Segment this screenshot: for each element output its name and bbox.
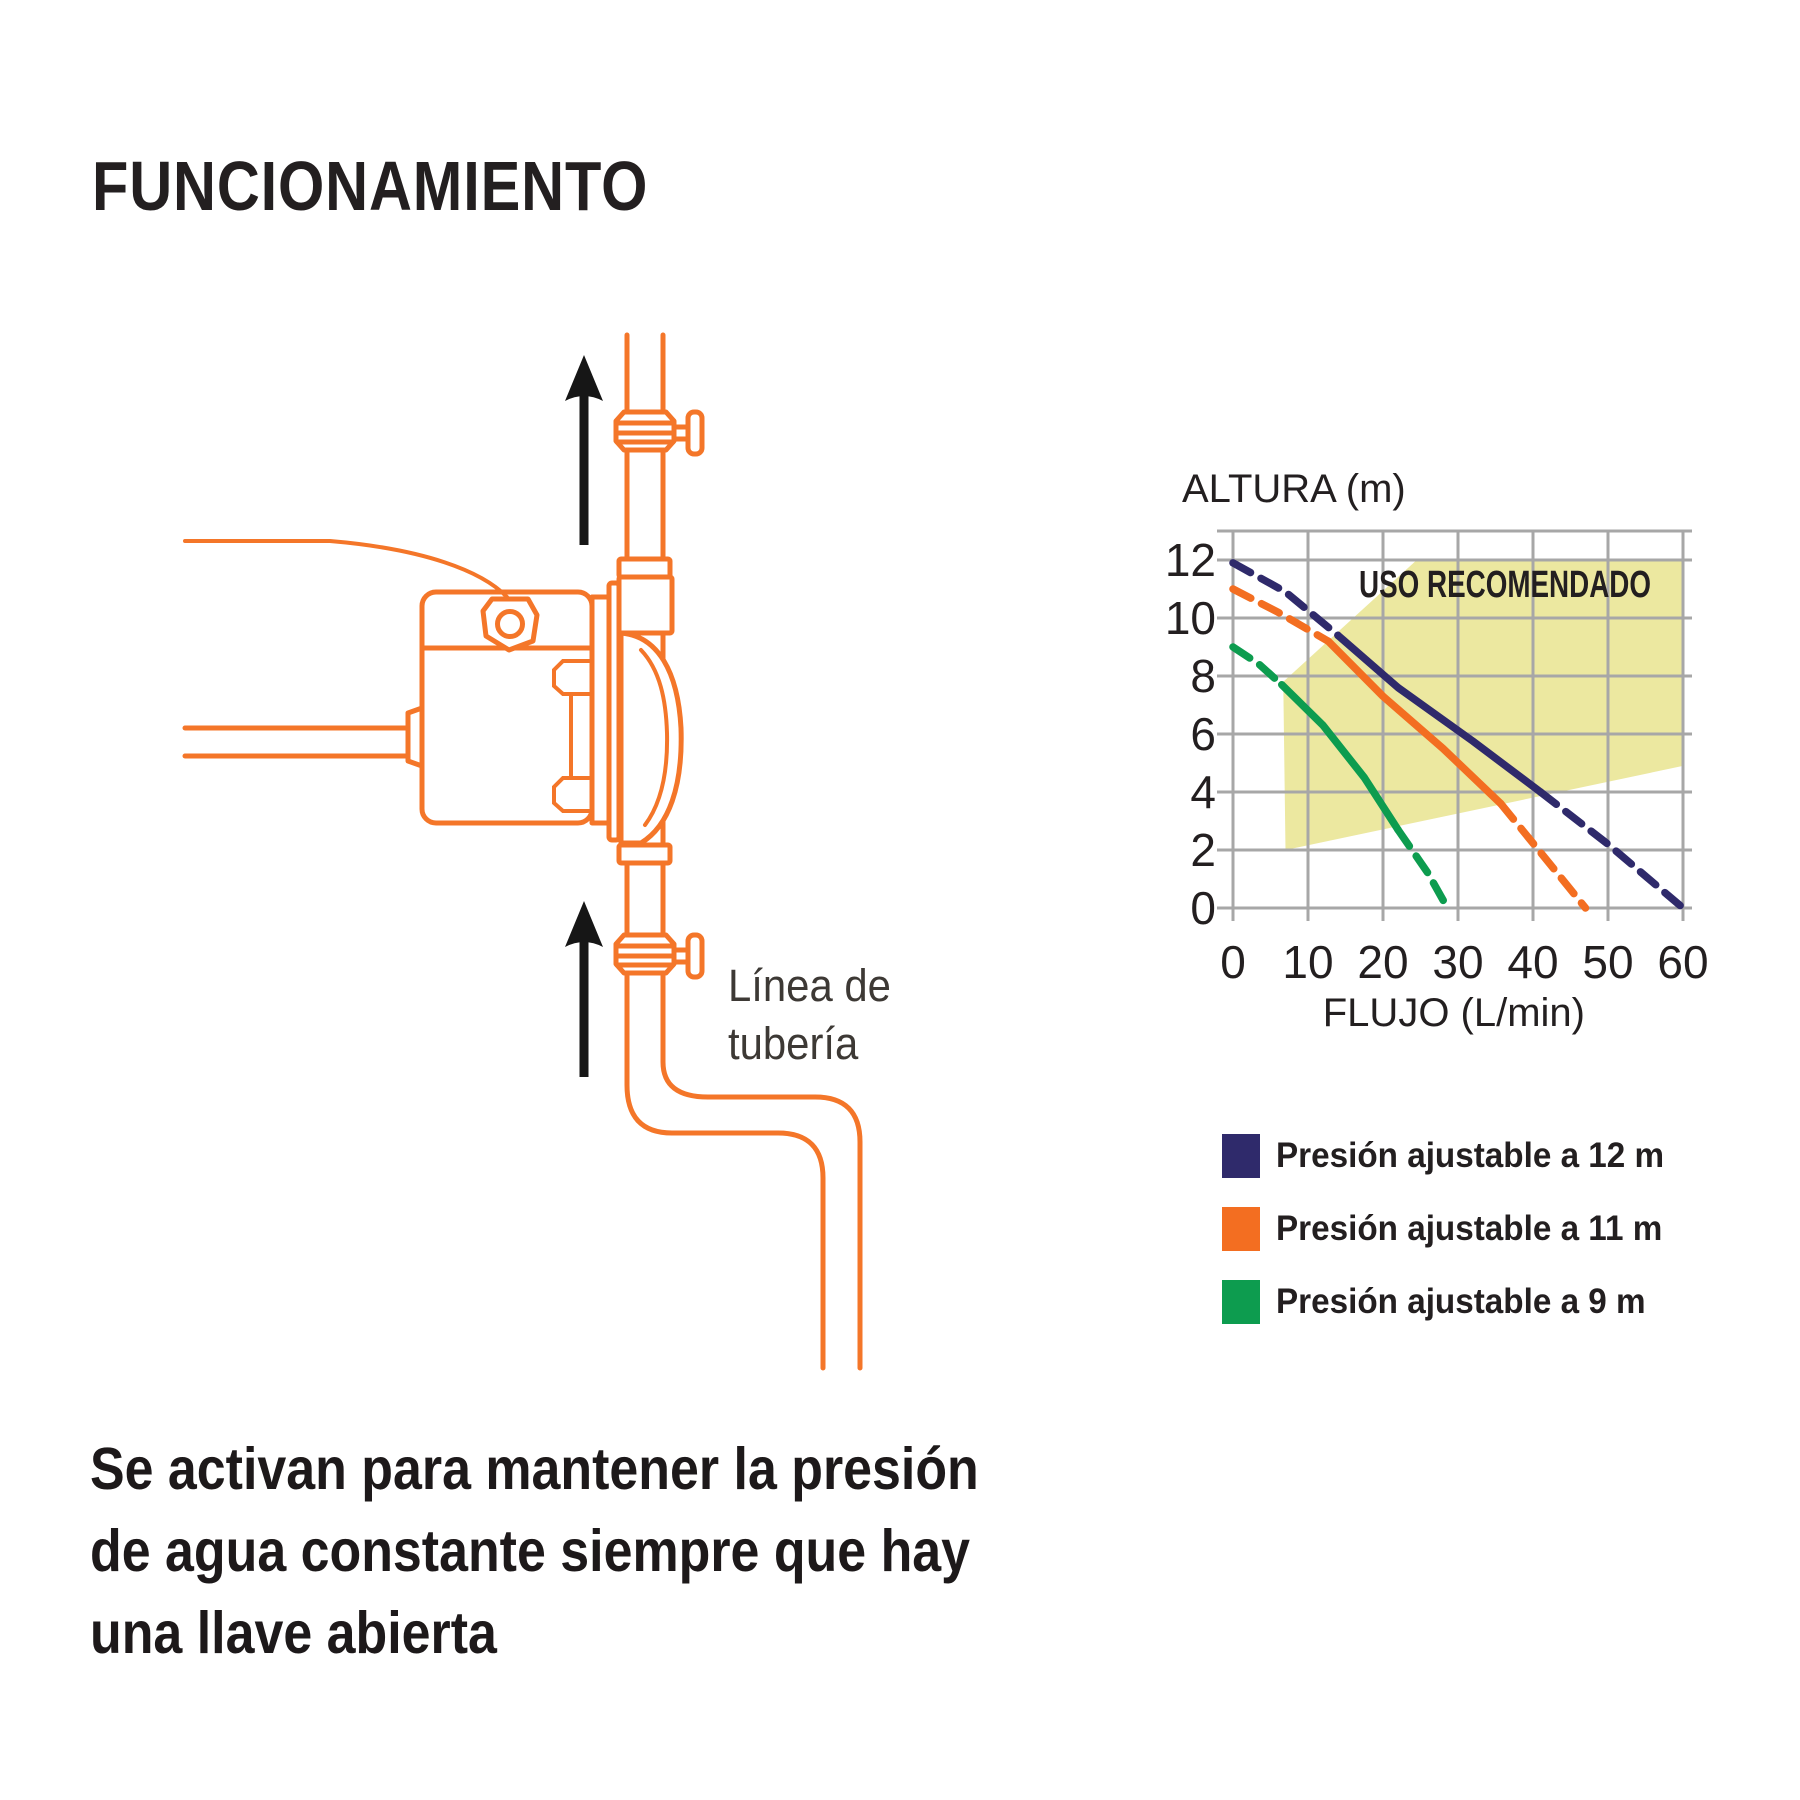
svg-text:20: 20 <box>1357 936 1409 988</box>
svg-text:4: 4 <box>1190 766 1216 818</box>
svg-text:40: 40 <box>1507 936 1559 988</box>
svg-text:0: 0 <box>1190 882 1216 934</box>
legend-swatch-11m <box>1222 1207 1260 1251</box>
legend-item <box>1222 1134 1685 1178</box>
legend-label: Presión ajustable a 12 m <box>1276 1136 1665 1175</box>
svg-text:12: 12 <box>1164 534 1216 586</box>
legend-swatch-9m <box>1222 1280 1260 1324</box>
legend-swatch-12m <box>1222 1134 1260 1178</box>
svg-text:10: 10 <box>1282 936 1334 988</box>
svg-text:60: 60 <box>1657 936 1709 988</box>
svg-text:FLUJO (L/min): FLUJO (L/min) <box>1322 991 1585 1035</box>
pipe-line-label: Línea de tubería <box>728 960 891 1069</box>
chart-legend <box>1222 1134 1685 1353</box>
page-title: FUNCIONAMIENTO <box>92 147 649 225</box>
legend-label: Presión ajustable a 9 m <box>1276 1282 1646 1321</box>
svg-text:6: 6 <box>1190 708 1216 760</box>
caption-text: Se activan para mantener la presión de agua constante siempre que hay una llave abierta <box>90 1436 979 1666</box>
legend-item <box>1222 1207 1685 1251</box>
svg-text:ALTURA (m): ALTURA (m) <box>1182 467 1406 511</box>
legend-item <box>1222 1280 1685 1324</box>
svg-text:30: 30 <box>1432 936 1484 988</box>
svg-text:8: 8 <box>1190 650 1216 702</box>
svg-text:50: 50 <box>1582 936 1634 988</box>
svg-text:USO RECOMENDADO: USO RECOMENDADO <box>1359 564 1651 606</box>
svg-text:10: 10 <box>1164 592 1216 644</box>
svg-text:2: 2 <box>1190 824 1216 876</box>
legend-label: Presión ajustable a 11 m <box>1276 1209 1663 1248</box>
svg-text:0: 0 <box>1220 936 1246 988</box>
